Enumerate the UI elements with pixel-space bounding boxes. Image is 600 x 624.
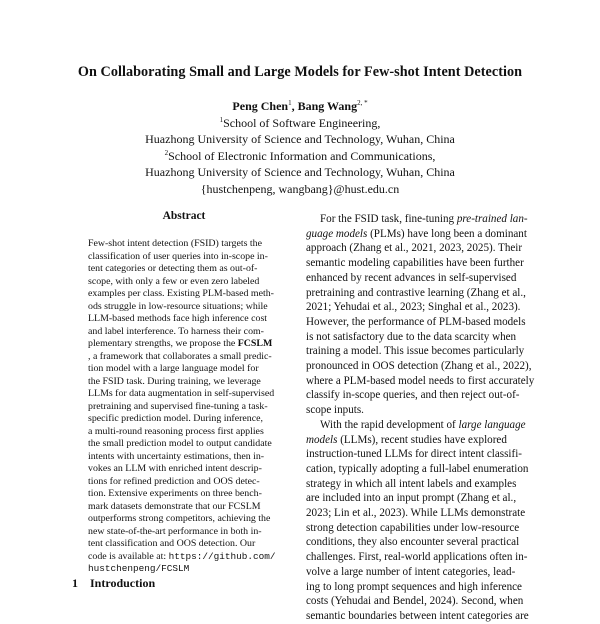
body-line: 2021; Yehudai et al., 2023; Singhal et al., 2023).	[306, 301, 521, 314]
body-line	[306, 212, 529, 227]
author-email: {hustchenpeng, wangbang}@hust.edu.cn	[200, 181, 400, 196]
abstract-line: specific prediction model. During inference,	[88, 413, 263, 424]
body-italic: pre-trained lan-	[456, 213, 528, 225]
author-1: Peng Chen	[232, 99, 289, 113]
body-line: training a model. This issue becomes particularly	[306, 345, 525, 358]
author-1-sup: 1	[288, 99, 292, 107]
author-2-sup: 2, *	[357, 99, 368, 107]
abstract-line: and label interference. To harness their com-	[88, 325, 264, 337]
body-line: scope inputs.	[306, 404, 364, 417]
abstract-line: tent categories or detecting them as out-of-	[88, 263, 258, 274]
body-line: costs (Yehudai and Bendel, 2024). Second, when	[306, 595, 524, 608]
body-line: instruction-tuned LLMs for direct intent classifi-	[306, 448, 522, 461]
affiliation-2-line-2: Huazhong University of Science and Technology, Wuhan, China	[145, 165, 455, 179]
abstract-body	[88, 238, 280, 576]
body-line: where a PLM-based model needs to first accurately	[306, 374, 535, 387]
body-line	[306, 433, 529, 448]
abstract-line: vokes an LLM with enriched intent descrip-	[88, 463, 262, 474]
abstract-line: the FSID task. During training, we leverage	[88, 375, 261, 387]
abstract-line	[88, 551, 280, 564]
abstract-line	[88, 563, 280, 576]
body-italic: large language	[458, 418, 526, 431]
body-italic: models	[306, 433, 338, 446]
abstract-line-text: plementary strengths, we propose the	[88, 338, 238, 349]
body-line: semantic boundaries between intent categories are	[306, 609, 529, 622]
author-separator: ,	[291, 99, 298, 113]
abstract-line: classification of user queries into in-scope in-	[88, 250, 268, 262]
body-text: (LLMs), recent studies have explored	[337, 433, 507, 446]
body-line: strategy in which all intent labels and examples	[306, 477, 517, 490]
abstract-line: tions for refined prediction and OOS detec-	[88, 475, 260, 487]
affiliation-2-sup: 2	[164, 148, 169, 157]
abstract-line: Few-shot intent detection (FSID) targets the	[88, 238, 262, 249]
abstract-line: tion model with a large language model for	[88, 363, 259, 374]
affiliation-2-text: School of Electronic Information and Communications,	[168, 148, 436, 163]
abstract-line: mark datasets demonstrate that our FCSLM	[88, 500, 261, 512]
abstract-line: examples per class. Existing PLM-based meth-	[88, 288, 274, 299]
code-url-part-2[interactable]: hustchenpeng/FCSLM	[88, 563, 190, 574]
abstract-line: pretraining and supervised fine-tuning a task-	[88, 400, 268, 412]
author-2: Bang Wang	[297, 99, 358, 113]
affiliation-1-text: School of Software Engineering,	[223, 115, 381, 130]
body-line: ing to long prompt sequences and high inference	[306, 580, 522, 593]
section-heading	[72, 576, 155, 591]
abstract-line: ods struggle in low-resource situations; while	[88, 300, 268, 312]
code-url-part-1[interactable]: https://github.com/	[168, 550, 276, 562]
author-block	[0, 98, 600, 197]
body-line: semantic modeling capabilities have been further	[306, 257, 524, 270]
abstract-line: LLM-based methods face high inference cost	[88, 313, 268, 324]
intro-body	[306, 212, 535, 624]
body-line: pretraining and contrastive learning (Zhang et al.,	[306, 286, 526, 299]
affiliation-1-line-1	[0, 115, 600, 132]
body-line: classify in-scope queries, and then reject out-of-	[306, 389, 520, 402]
body-line: approach (Zhang et al., 2021, 2023, 2025). Their	[306, 242, 523, 255]
body-line: enhanced by recent advances in self-supervised	[306, 271, 517, 284]
abstract-line: tent classification and OOS detection. Our	[88, 538, 256, 549]
body-line: 2023; Lin et al., 2023). While LLMs demonstrate	[306, 507, 526, 520]
affiliation-1-sup: 1	[219, 115, 224, 124]
body-line: However, the performance of PLM-based models	[306, 315, 526, 328]
body-text: With the rapid development of	[320, 418, 459, 431]
abstract-line: outperforms strong competitors, achieving the	[88, 513, 271, 524]
body-line: volve a large number of intent categories, lead-	[306, 565, 516, 578]
body-line: cation, typically adopting a full-label enumeration	[306, 462, 529, 475]
body-line: pronounced in OOS detection (Zhang et al., 2022),	[306, 360, 532, 373]
body-line	[306, 227, 529, 242]
affiliation-2-line-1	[0, 148, 600, 165]
paper-title: On Collaborating Small and Large Models for Few-shot Intent Detection	[77, 64, 523, 80]
abstract-line: a multi-round reasoning process first applies	[88, 425, 264, 437]
body-italic: guage models	[306, 227, 368, 240]
body-line: are included into an input prompt (Zhang et al.,	[306, 492, 517, 505]
body-line: strong detection capabilities under low-resource	[306, 521, 520, 534]
abstract-line	[88, 338, 280, 351]
section-number: 1	[72, 576, 78, 590]
body-text: For the FSID task, fine-tuning	[320, 213, 457, 225]
fcslm-term: FCSLM	[237, 338, 273, 349]
body-line: challenges. First, real-world applications often in-	[306, 551, 528, 564]
abstract-line: LLMs for data augmentation in self-supervised	[88, 388, 275, 399]
abstract-line: tion. Extensive experiments on three bench-	[88, 488, 262, 499]
abstract-line: new state-of-the-art performance in both in-	[88, 525, 262, 537]
body-text: (PLMs) have long been a dominant	[367, 227, 527, 240]
section-title: Introduction	[90, 576, 156, 590]
abstract-line: the small prediction model to output candidate	[88, 438, 272, 449]
affiliation-1-line-2: Huazhong University of Science and Technology, Wuhan, China	[145, 132, 455, 146]
abstract-heading: Abstract	[162, 210, 206, 222]
abstract-line: , a framework that collaborates a small predic-	[88, 350, 272, 362]
body-line	[306, 418, 529, 433]
abstract-line: scope, with only a few or even zero labeled	[88, 275, 260, 287]
abstract-line-text: code is available at:	[88, 550, 169, 562]
body-line: conditions, they also encounter several practical	[306, 536, 520, 549]
body-line: is not satisfactory due to the data scarcity when	[306, 330, 517, 343]
author-names	[0, 98, 600, 115]
abstract-line: intents with uncertainty estimations, then in-	[88, 450, 265, 462]
